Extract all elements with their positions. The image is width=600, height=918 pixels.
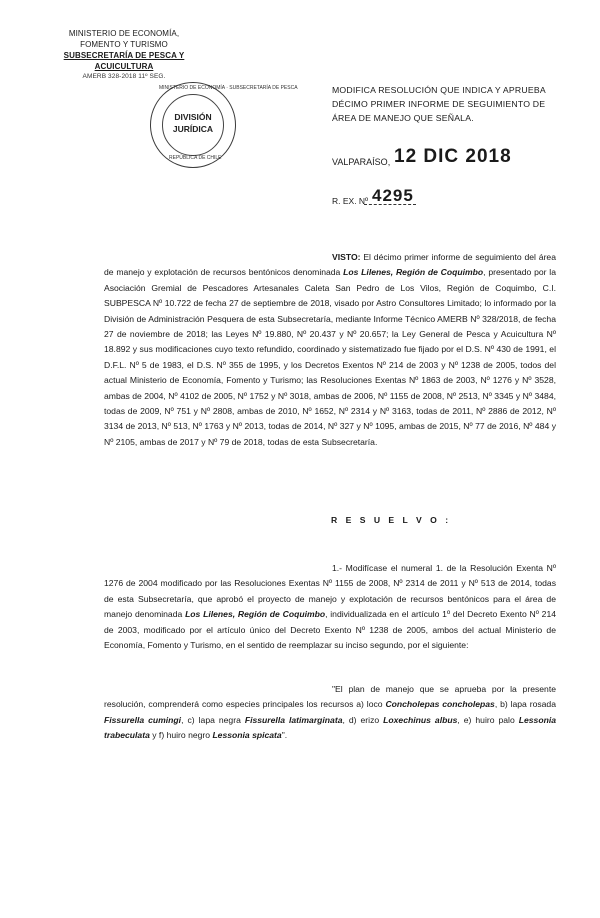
visto-area-name: Los Lilenes, Región de Coquimbo <box>343 267 484 278</box>
quote-text-5: , e) huiro palo <box>457 714 519 725</box>
species-2: Fissurella cumingi <box>104 714 182 725</box>
resuelvo-heading: R E S U E L V O : <box>331 515 452 525</box>
species-3: Fissurella latimarginata <box>244 714 343 725</box>
resolution-number-label: R. EX. Nº <box>332 196 369 206</box>
document-subject: MODIFICA RESOLUCIÓN QUE INDICA Y APRUEBA DÉCIMO PRIMER INFORME DE SEGUIMIENTO DE ÁREA DE MANEJO QUE SEÑALA. <box>332 85 546 123</box>
ministry-header <box>54 28 194 81</box>
quote-text-6: y f) huiro negro <box>149 730 213 741</box>
stamp-ring-bottom-text: REPÚBLICA DE CHILE <box>169 155 222 161</box>
species-6: Lessonia spicata <box>212 730 282 741</box>
article-1-paragraph <box>104 561 556 653</box>
quote-text-3: , c) lapa negra <box>181 714 245 725</box>
ministry-line-2: FOMENTO Y TURISMO <box>80 40 168 49</box>
subsecretaria-name: SUBSECRETARÍA DE PESCA Y ACUICULTURA <box>63 51 185 71</box>
article-1-text-a: 1.- Modifícase el numeral 1. de la Resolución Exenta Nº 1276 de 2004 modificado por las Resoluciones Exentas Nº 1155 de 2008, Nº 2314 de 2011 y Nº 513 de 2014, todas de esta Subsecretaría, que aprobó el proyecto de manejo y explotación de recursos bentónicos para el área de manejo denominada <box>104 563 556 620</box>
article-1-text-b: , individualizada en el artículo 1º del Decreto Exento Nº 214 de 2003, modificado por el artículo único del Decreto Exento Nº 1238 de 2005, ambos del actual Ministerio de Economía, Fomento y Turismo, en el sentido de reemplazar su inciso segundo, por el siguiente: <box>104 609 557 651</box>
visto-label: VISTO: <box>332 252 361 262</box>
species-5: Lessonia trabeculata <box>104 714 557 741</box>
date-stamp: 12 DIC 2018 <box>394 146 512 167</box>
resolution-number-underline <box>364 204 416 205</box>
place-label: VALPARAÍSO, <box>332 157 391 167</box>
visto-paragraph <box>104 250 556 450</box>
quote-text-4: , d) erizo <box>342 714 384 725</box>
stamp-center-line-2: JURÍDICA <box>172 124 214 134</box>
visto-text-b: , presentado por la Asociación Gremial de Pescadores Artesanales Caleta San Pedro de Los Vilos, Región de Coquimbo, C.I. SUBPESCA Nº 10.722 de fecha 27 de septiembre de 2018, visado por Astro Consultores Limitado; lo informado por la División de Administración Pesquera de esta Subsecretaría, mediante Informe Técnico AMERB Nº 328/2018, de fecha 27 de noviembre de 2018; las Leyes Nº 19.880, Nº 20.437 y Nº 20.657; la Ley General de Pesca y Acuicultura Nº 18.892 y sus modificaciones cuyo texto refundido, coordinado y sistematizado fue fijado por el D.S. Nº 430 de 1991, el D.F.L. Nº 5 de 1983, el D.S. Nº 355 de 1995, y los Decretos Exentos Nº 214 de 2003 y Nº 1238 de 2005, todos del actual Ministerio de Economía, Fomento y Turismo; las Resoluciones Exentas Nº 1863 de 2003, Nº 1276 y Nº 3528, ambas de 2004, Nº 4102 de 2005, Nº 1752 y Nº 3018, ambas de 2006, Nº 1155 de 2008, Nº 2513, Nº 3345 y Nº 3484, todas de 2009, Nº 751 y Nº 2808, ambas de 2010, Nº 1652, Nº 2314 y Nº 3163, todas de 2011, Nº 2886 de 2012, Nº 3134 de 2013, Nº 513, Nº 1763 y Nº 2013, todas de 2014, Nº 327 y Nº 1095, ambas de 2015, Nº 77 de 2016, Nº 484 y Nº 2105, ambas de 2017 y Nº 79 de 2018, todas de esta Subsecretaría. <box>104 267 556 447</box>
file-reference: AMERB 328-2018 11º SEG. <box>82 73 166 80</box>
species-1: Concholepas concholepas <box>385 699 495 710</box>
visto-text-a: El décimo primer informe de seguimiento del área de manejo y explotación de recursos bentónicos denominada <box>104 252 556 278</box>
quote-text-1: "El plan de manejo que se aprueba por la presente resolución, comprenderá como especies principales los recursos a) loco <box>104 684 556 710</box>
ministry-line-1: MINISTERIO DE ECONOMÍA, <box>68 29 180 38</box>
quote-text-7: ". <box>281 730 288 741</box>
article-1-area-name: Los Lilenes, Región de Coquimbo <box>185 609 326 620</box>
stamp-center-line-1: DIVISIÓN <box>174 112 212 122</box>
resolution-number: 4295 <box>372 186 414 205</box>
species-4: Loxechinus albus <box>383 714 458 725</box>
stamp-ring-top-text: MINISTERIO DE ECONOMÍA · SUBSECRETARÍA DE PESCA <box>159 85 298 91</box>
replacement-quote-paragraph <box>104 682 556 744</box>
quote-text-2: , b) lapa rosada <box>494 699 556 710</box>
division-juridica-stamp <box>150 82 298 168</box>
